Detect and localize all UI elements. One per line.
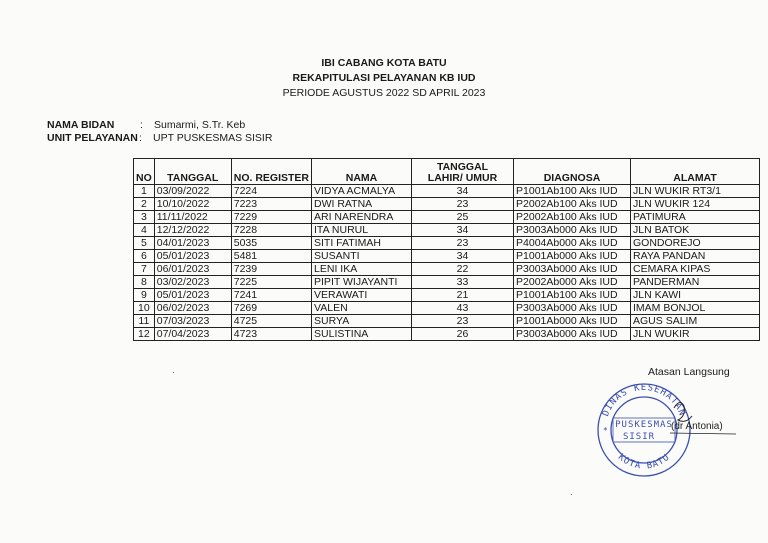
cell-umur: 34	[412, 250, 514, 263]
cell-no: 7	[134, 263, 155, 276]
cell-tanggal: 03/02/2023	[154, 276, 231, 289]
report-period: PERIODE AGUSTUS 2022 SD APRIL 2023	[282, 87, 486, 99]
service-table	[133, 158, 760, 341]
cell-register: 4725	[231, 315, 311, 328]
cell-umur: 23	[412, 198, 514, 211]
cell-register: 7239	[231, 263, 311, 276]
cell-nama: SUSANTI	[312, 250, 412, 263]
cell-diagnosa: P2002Ab100 Aks IUD	[514, 198, 631, 211]
cell-nama: VALEN	[312, 302, 412, 315]
cell-diagnosa: P2002Ab000 Aks IUD	[514, 276, 631, 289]
col-no-header: NO	[134, 159, 155, 185]
cell-no: 9	[134, 289, 155, 302]
cell-nama: SITI FATIMAH	[312, 237, 412, 250]
table-header-row	[134, 159, 760, 185]
cell-alamat: PATIMURA	[631, 211, 760, 224]
cell-register: 7269	[231, 302, 311, 315]
cell-register: 4723	[231, 328, 311, 341]
table-row	[134, 211, 760, 224]
unit-value: UPT PUSKESMAS SISIR	[153, 132, 273, 144]
col-lahir-header	[412, 159, 514, 185]
table-row	[134, 185, 760, 198]
cell-register: 5481	[231, 250, 311, 263]
cell-no: 3	[134, 211, 155, 224]
cell-tanggal: 04/01/2023	[154, 237, 231, 250]
cell-nama: VIDYA ACMALYA	[312, 185, 412, 198]
cell-no: 5	[134, 237, 155, 250]
col-alamat-header: ALAMAT	[631, 159, 760, 185]
cell-nama: SURYA	[312, 315, 412, 328]
cell-diagnosa: P1001Ab100 Aks IUD	[514, 185, 631, 198]
report-name: REKAPITULASI PELAYANAN KB IUD	[292, 72, 476, 84]
cell-nama: ITA NURUL	[312, 224, 412, 237]
cell-umur: 33	[412, 276, 514, 289]
table-row	[134, 289, 760, 302]
cell-alamat: PANDERMAN	[631, 276, 760, 289]
unit-colon: :	[139, 132, 142, 144]
cell-diagnosa: P3003Ab000 Aks IUD	[514, 224, 631, 237]
table-row	[134, 237, 760, 250]
cell-alamat: JLN BATOK	[631, 224, 760, 237]
cell-diagnosa: P3003Ab000 Aks IUD	[514, 302, 631, 315]
cell-alamat: IMAM BONJOL	[631, 302, 760, 315]
cell-umur: 21	[412, 289, 514, 302]
col-nama-header: NAMA	[312, 159, 412, 185]
cell-nama: SULISTINA	[312, 328, 412, 341]
cell-no: 6	[134, 250, 155, 263]
cell-alamat: RAYA PANDAN	[631, 250, 760, 263]
col-tanggal-header: TANGGAL	[154, 159, 231, 185]
cell-tanggal: 05/01/2023	[154, 250, 231, 263]
cell-tanggal: 06/02/2023	[154, 302, 231, 315]
stamp-center-line1: PUSKESMAS	[615, 420, 673, 430]
org-name: IBI CABANG KOTA BATU	[321, 57, 447, 69]
table-row	[134, 276, 760, 289]
cell-tanggal: 06/01/2023	[154, 263, 231, 276]
cell-register: 7225	[231, 276, 311, 289]
col-lahir-header-line1: TANGGAL	[436, 161, 489, 173]
cell-nama: VERAWATI	[312, 289, 412, 302]
cell-nama: LENI IKA	[312, 263, 412, 276]
bidan-label: NAMA BIDAN	[47, 119, 115, 131]
report-title	[0, 56, 768, 101]
cell-nama: ARI NARENDRA	[312, 211, 412, 224]
cell-register: 7224	[231, 185, 311, 198]
cell-no: 8	[134, 276, 155, 289]
col-register-header: NO. REGISTER	[231, 159, 311, 185]
cell-tanggal: 12/12/2022	[154, 224, 231, 237]
cell-nama: PIPIT WIJAYANTI	[312, 276, 412, 289]
cell-register: 7241	[231, 289, 311, 302]
cell-diagnosa: P1001Ab000 Aks IUD	[514, 250, 631, 263]
cell-alamat: CEMARA KIPAS	[631, 263, 760, 276]
table-row	[134, 250, 760, 263]
cell-tanggal: 03/09/2022	[154, 185, 231, 198]
cell-tanggal: 10/10/2022	[154, 198, 231, 211]
cell-diagnosa: P4004Ab000 Aks IUD	[514, 237, 631, 250]
cell-diagnosa: P3003Ab000 Aks IUD	[514, 263, 631, 276]
cell-umur: 22	[412, 263, 514, 276]
stamp-center-line2: SISIR	[622, 432, 656, 442]
cell-no: 12	[134, 328, 155, 341]
signature-underline	[670, 433, 736, 434]
col-lahir-header-line2: LAHIR/ UMUR	[427, 172, 498, 184]
cell-no: 10	[134, 302, 155, 315]
cell-alamat: JLN WUKIR RT3/1	[631, 185, 760, 198]
cell-diagnosa: P1001Ab100 Aks IUD	[514, 289, 631, 302]
official-stamp	[594, 380, 744, 480]
cell-umur: 26	[412, 328, 514, 341]
table-row	[134, 302, 760, 315]
cell-alamat: GONDOREJO	[631, 237, 760, 250]
cell-tanggal: 05/01/2023	[154, 289, 231, 302]
cell-alamat: JLN KAWI	[631, 289, 760, 302]
cell-umur: 43	[412, 302, 514, 315]
cell-umur: 25	[412, 211, 514, 224]
cell-diagnosa: P2002Ab100 Aks IUD	[514, 211, 631, 224]
cell-nama: DWI RATNA	[312, 198, 412, 211]
col-diagnosa-header: DIAGNOSA	[514, 159, 631, 185]
cell-register: 7223	[231, 198, 311, 211]
cell-umur: 34	[412, 224, 514, 237]
cell-no: 1	[134, 185, 155, 198]
stamp-bottom-text: KOTA BATU	[615, 452, 673, 472]
signature-label: Atasan Langsung	[648, 366, 730, 378]
cell-no: 11	[134, 315, 155, 328]
unit-label: UNIT PELAYANAN	[47, 132, 138, 144]
cell-umur: 23	[412, 315, 514, 328]
cell-register: 5035	[231, 237, 311, 250]
stamp-star-left-icon: *	[603, 426, 609, 435]
scan-speck: ·	[570, 490, 573, 499]
unit-row	[47, 131, 272, 146]
cell-no: 4	[134, 224, 155, 237]
cell-alamat: JLN WUKIR 124	[631, 198, 760, 211]
bidan-colon: :	[140, 119, 143, 131]
cell-register: 7229	[231, 211, 311, 224]
cell-alamat: JLN WUKIR	[631, 328, 760, 341]
cell-alamat: AGUS SALIM	[631, 315, 760, 328]
cell-no: 2	[134, 198, 155, 211]
cell-tanggal: 07/03/2023	[154, 315, 231, 328]
cell-register: 7228	[231, 224, 311, 237]
signature-name: (dr Antonia)	[671, 421, 723, 432]
cell-tanggal: 11/11/2022	[154, 211, 231, 224]
table-row	[134, 315, 760, 328]
stamp-top-text: DINAS KESEHATAN	[601, 383, 687, 418]
bidan-value: Sumarmi, S.Tr. Keb	[154, 119, 246, 131]
table-row	[134, 224, 760, 237]
table-row	[134, 198, 760, 211]
table-row	[134, 328, 760, 341]
cell-diagnosa: P3003Ab000 Aks IUD	[514, 328, 631, 341]
cell-diagnosa: P1001Ab000 Aks IUD	[514, 315, 631, 328]
table-row	[134, 263, 760, 276]
cell-tanggal: 07/04/2023	[154, 328, 231, 341]
scan-speck: ·	[172, 368, 175, 377]
cell-umur: 34	[412, 185, 514, 198]
cell-umur: 23	[412, 237, 514, 250]
